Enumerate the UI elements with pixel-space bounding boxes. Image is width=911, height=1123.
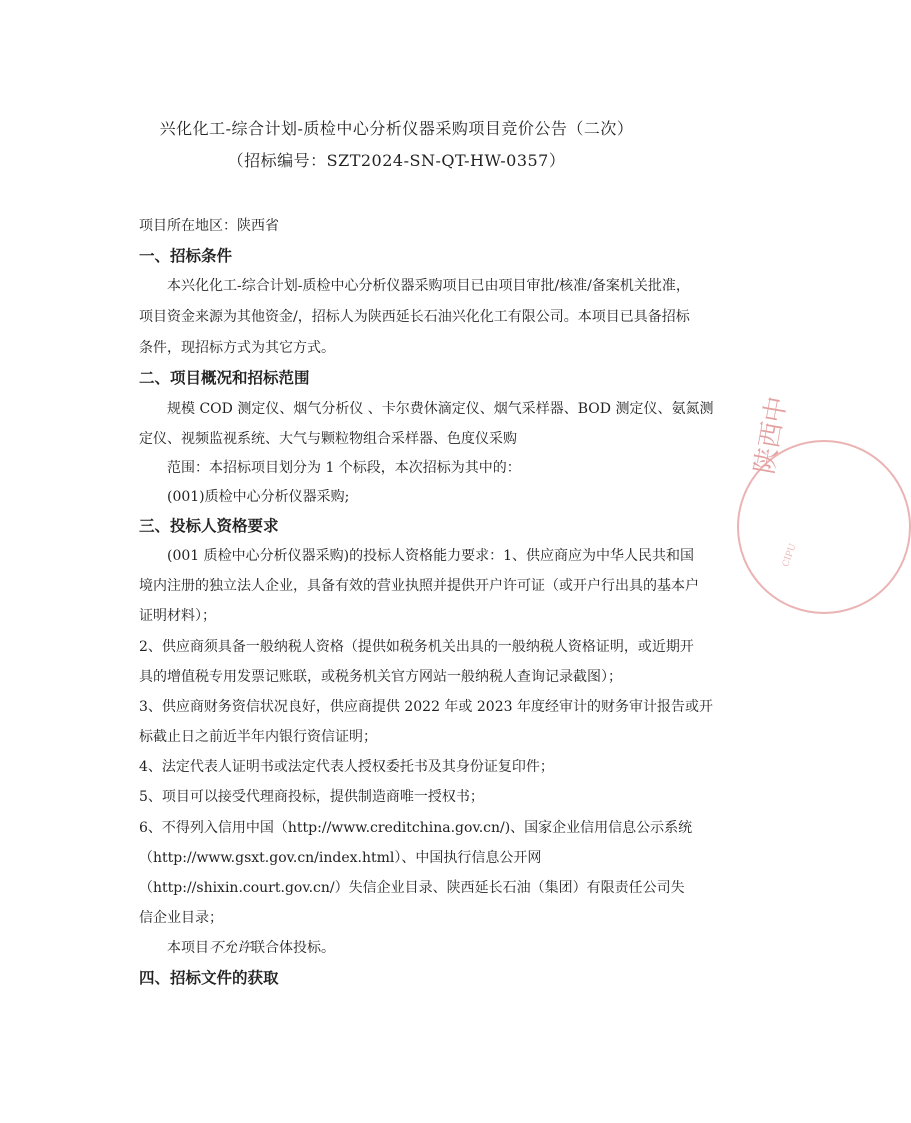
- consortium-prefix: 本项目: [167, 940, 209, 956]
- s3-line-3: 证明材料）；: [139, 608, 216, 624]
- document-title: 兴化化工-综合计划-质检中心分析仪器采购项目竞价公告（二次）: [159, 119, 634, 138]
- s3-line-13: 信企业目录；: [139, 910, 223, 926]
- project-region: 项目所在地区：陕西省: [139, 218, 279, 234]
- section-3-heading: 三、投标人资格要求: [139, 517, 279, 535]
- consortium-suffix: 联合体投标。: [251, 940, 335, 956]
- seal-small-text: CIPU: [781, 542, 799, 569]
- s2-line-2: 定仪、视频监视系统、大气与颗粒物组合采样器、色度仪采购: [139, 431, 517, 447]
- s3-line-9: 5、项目可以接受代理商投标，提供制造商唯一授权书；: [139, 789, 484, 805]
- tender-code: （招标编号：SZT2024-SN-QT-HW-0357）: [227, 151, 566, 170]
- s3-line-5: 具的增值税专用发票记账联，或税务机关官方网站一般纳税人查询记录截图）；: [139, 669, 622, 685]
- s3-consortium-line: [167, 938, 335, 958]
- s3-line-11: （http://www.gsxt.gov.cn/index.html）、中国执行信息公开网: [139, 850, 542, 866]
- s1-line-1: 本兴化化工-综合计划-质检中心分析仪器采购项目已由项目审批/核准/备案机关批准，: [167, 278, 690, 294]
- s1-line-2: 项目资金来源为其他资金/，招标人为陕西延长石油兴化化工有限公司。本项目已具备招标: [139, 309, 690, 325]
- s3-line-7: 标截止日之前近半年内银行资信证明；: [139, 729, 377, 745]
- s3-line-6: 3、供应商财务资信状况良好，供应商提供 2022 年或 2023 年度经审计的财务审计报告或开: [139, 699, 713, 715]
- s2-line-4: (001)质检中心分析仪器采购;: [167, 489, 350, 505]
- s3-line-8: 4、法定代表人证明书或法定代表人授权委托书及其身份证复印件；: [139, 759, 554, 775]
- s3-line-2: 境内注册的独立法人企业，具备有效的营业执照并提供开户许可证（或开户行出具的基本户: [139, 578, 699, 594]
- section-2-heading: 二、项目概况和招标范围: [139, 369, 310, 387]
- s2-line-1: 规模 COD 测定仪、烟气分析仪 、卡尔费休滴定仪、烟气采样器、BOD 测定仪、氨氮测: [167, 401, 714, 417]
- section-1-heading: 一、招标条件: [139, 247, 233, 265]
- section-4-heading: 四、招标文件的获取: [139, 969, 279, 987]
- s1-line-3: 条件，现招标方式为其它方式。: [139, 340, 335, 356]
- s2-line-3: 范围：本招标项目划分为 1 个标段，本次招标为其中的：: [167, 460, 521, 476]
- s3-line-1: (001 质检中心分析仪器采购)的投标人资格能力要求：1、供应商应为中华人民共和国: [167, 548, 695, 564]
- s3-line-10: 6、不得列入信用中国（http://www.creditchina.gov.cn/)、国家企业信用信息公示系统: [139, 820, 693, 836]
- seal-text: 陕西中: [749, 394, 794, 477]
- consortium-status: 不允许: [209, 940, 251, 956]
- s3-line-4: 2、供应商须具备一般纳税人资格（提供如税务机关出具的一般纳税人资格证明，或近期开: [139, 639, 694, 655]
- s3-line-12: （http://shixin.court.gov.cn/）失信企业目录、陕西延长石油（集团）有限责任公司失: [139, 880, 685, 896]
